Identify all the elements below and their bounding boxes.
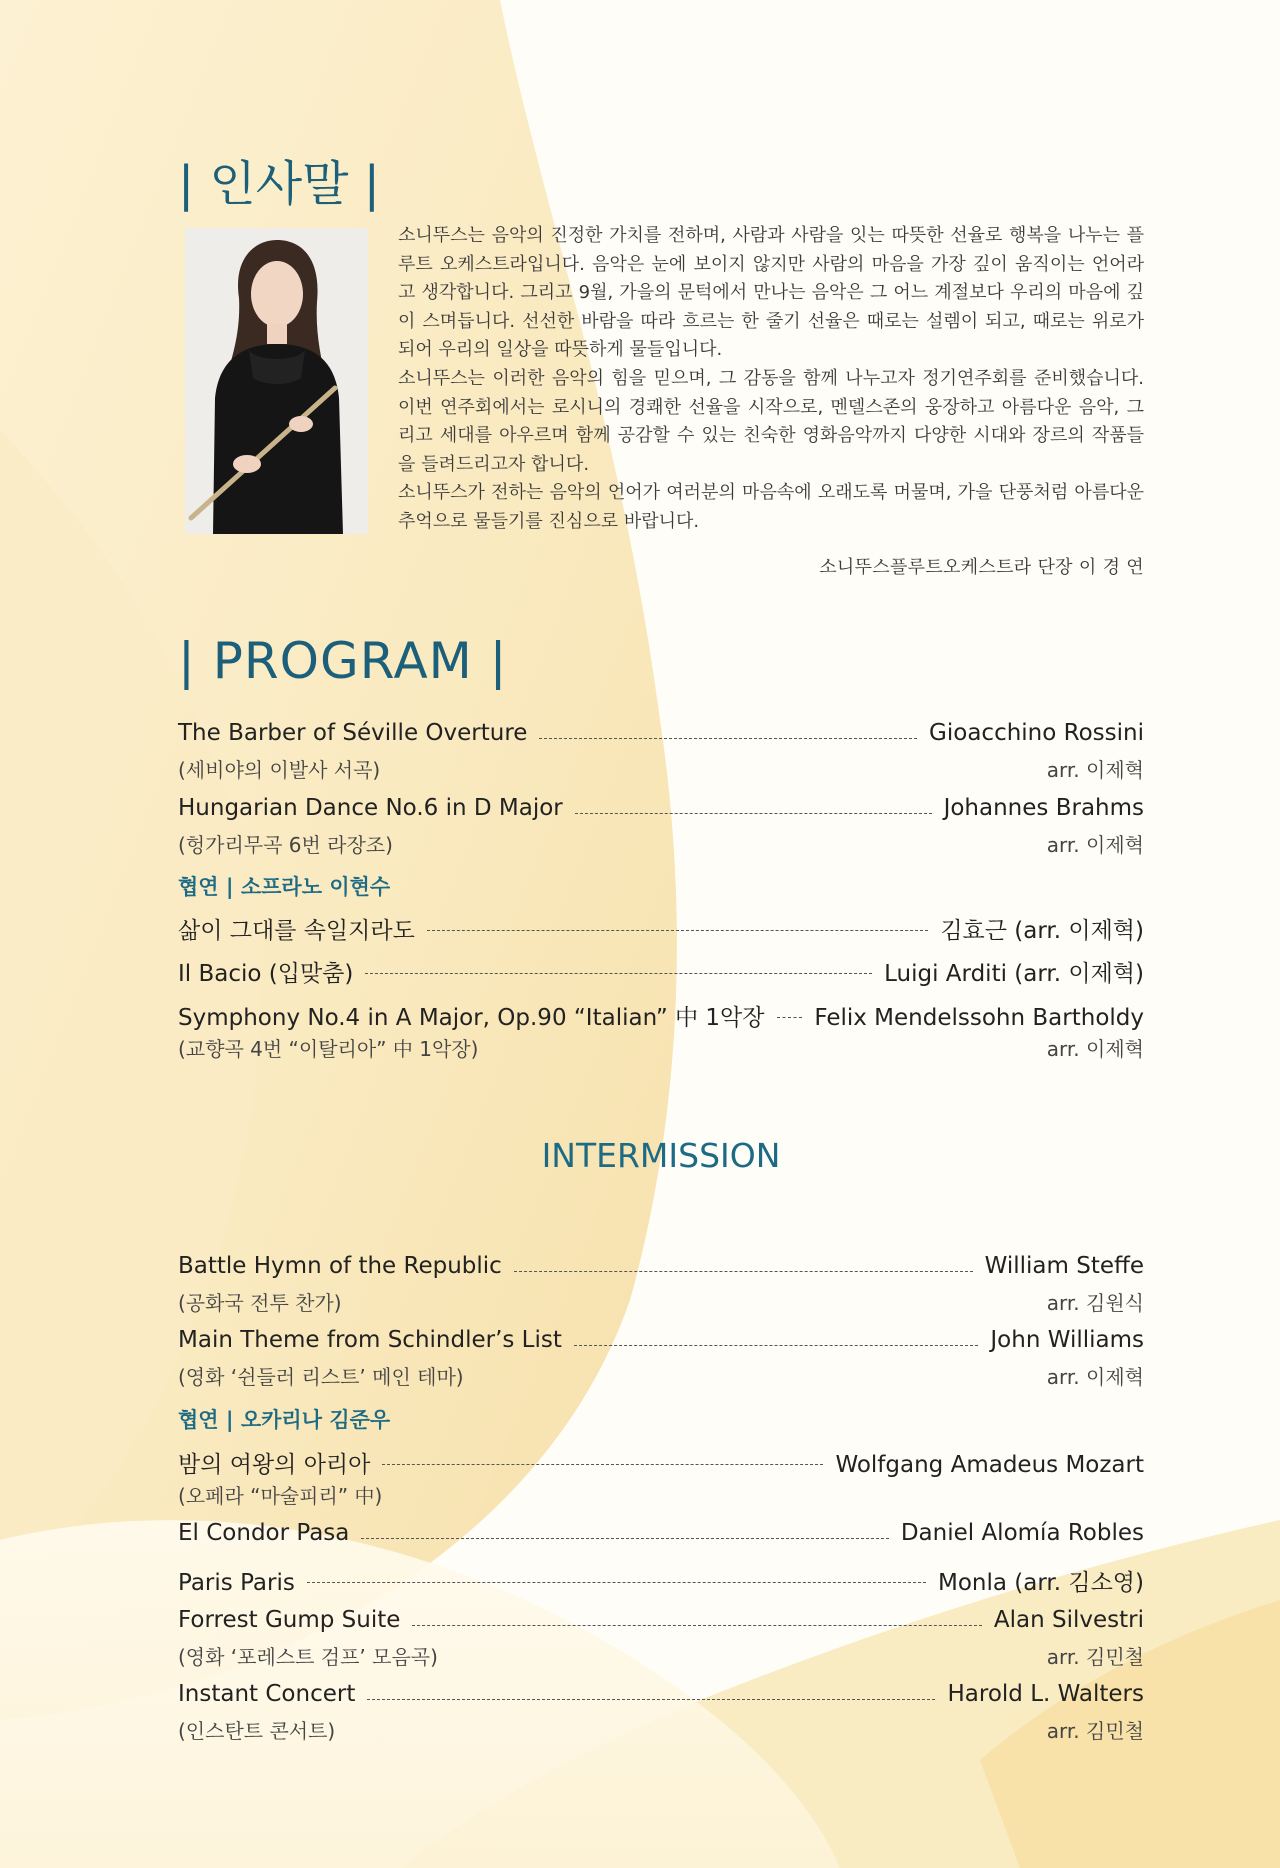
- composer: Monla (arr. 김소영): [937, 1570, 1144, 1596]
- piece-subtitle: (교향곡 4번 “이탈리아” 中 1악장): [178, 1037, 479, 1061]
- arranger: arr. 김원식: [1046, 1291, 1144, 1315]
- piece-title: Paris Paris: [178, 1570, 295, 1596]
- greeting-paragraph: 소니뚜스는 이러한 음악의 힘을 믿으며, 그 감동을 함께 나누고자 정기연주회를 준비했습니다. 이번 연주회에서는 로시니의 경쾌한 선율을 시작으로, 멘델스존의 웅장하고 아름다운 음악, 그리고 세대를 아우르며 함께 공감할 수 있는 친숙한 영화음악까지 다양한 시대와 장르의 작품들을 들려드리고자 합니다.: [398, 367, 1144, 475]
- guest-performer: 협연 | 오카리나 김준우: [178, 1408, 391, 1432]
- program-item: [178, 795, 1144, 827]
- program-item: [178, 955, 1144, 987]
- dotted-leader: [382, 1464, 823, 1465]
- dotted-leader: [307, 1582, 926, 1583]
- greeting-paragraph: 소니뚜스는 음악의 진정한 가치를 전하며, 사람과 사람을 잇는 따뜻한 선율로 행복을 나누는 플루트 오케스트라입니다. 음악은 눈에 보이지 않지만 사람의 마음을 가장 깊이 움직이는 언어라고 생각합니다. 그리고 9월, 가을의 문턱에서 만나는 음악은 그 어느 계절보다 우리의 마음에 깊이 스며듭니다. 선선한 바람을 따라 흐르는 한 줄기 선율은 때로는 설렘이 되고, 때로는 위로가 되어 우리의 일상을 따뜻하게 물들입니다.: [398, 225, 1144, 361]
- composer: Johannes Brahms: [943, 795, 1144, 821]
- piece-subtitle: (인스탄트 콘서트): [178, 1719, 336, 1743]
- composer: 김효근 (arr. 이제혁): [940, 918, 1144, 944]
- piece-subtitle: (영화 ‘쉰들러 리스트’ 메인 테마): [178, 1365, 464, 1389]
- dotted-leader: [367, 1699, 935, 1700]
- piece-title: El Condor Pasa: [178, 1520, 350, 1546]
- arranger: arr. 이제혁: [1046, 1037, 1144, 1061]
- portrait-photo: [185, 228, 368, 534]
- program-item: [178, 1681, 1144, 1713]
- program-item: [178, 1564, 1144, 1596]
- composer: William Steffe: [984, 1253, 1144, 1279]
- piece-subtitle: (영화 ‘포레스트 검프’ 모음곡): [178, 1645, 438, 1669]
- program-title: | PROGRAM |: [178, 632, 508, 690]
- piece-subtitle: (세비야의 이발사 서곡): [178, 758, 381, 782]
- guest-performer: 협연 | 소프라노 이현수: [178, 875, 391, 899]
- composer: Felix Mendelssohn Bartholdy: [814, 1005, 1144, 1031]
- piece-subtitle: (공화국 전투 찬가): [178, 1291, 342, 1315]
- dotted-leader: [777, 1017, 803, 1018]
- signature: 소니뚜스플루트오케스트라 단장 이 경 연: [819, 557, 1144, 578]
- program-item: [178, 1607, 1144, 1639]
- composer: Luigi Arditi (arr. 이제혁): [884, 961, 1144, 987]
- piece-title: Symphony No.4 in A Major, Op.90 “Italian” 中 1악장: [178, 1005, 765, 1031]
- program-item: [178, 720, 1144, 752]
- program-item: [178, 999, 1144, 1031]
- piece-title: Main Theme from Schindler’s List: [178, 1327, 562, 1353]
- greeting-text: [398, 222, 1144, 537]
- piece-title: Battle Hymn of the Republic: [178, 1253, 502, 1279]
- composer: Daniel Alomía Robles: [900, 1520, 1144, 1546]
- composer: Harold L. Walters: [947, 1681, 1144, 1707]
- dotted-leader: [514, 1271, 973, 1272]
- composer: Gioacchino Rossini: [929, 720, 1144, 746]
- piece-subtitle: (오페라 “마술피리” 中): [178, 1484, 383, 1508]
- composer: John Williams: [990, 1327, 1144, 1353]
- arranger: arr. 이제혁: [1046, 833, 1144, 857]
- greeting-title: | 인사말 |: [178, 156, 380, 212]
- dotted-leader: [539, 738, 917, 739]
- greeting-paragraph: 소니뚜스가 전하는 음악의 언어가 여러분의 마음속에 오래도록 머물며, 가을 단풍처럼 아름다운 추억으로 물들기를 진심으로 바랍니다.: [398, 482, 1144, 532]
- portrait-illustration: [185, 228, 368, 534]
- piece-title: Forrest Gump Suite: [178, 1607, 401, 1633]
- piece-title: Instant Concert: [178, 1681, 356, 1707]
- arranger: arr. 이제혁: [1046, 1365, 1144, 1389]
- program-item: [178, 1253, 1144, 1285]
- dotted-leader: [361, 1538, 888, 1539]
- piece-title: Il Bacio (입맞춤): [178, 961, 354, 987]
- intermission-heading: INTERMISSION: [541, 1136, 781, 1175]
- composer: Wolfgang Amadeus Mozart: [835, 1452, 1144, 1478]
- piece-subtitle: (헝가리무곡 6번 라장조): [178, 833, 393, 857]
- program-item: [178, 1327, 1144, 1359]
- dotted-leader: [412, 1625, 981, 1626]
- composer: Alan Silvestri: [993, 1607, 1144, 1633]
- arranger: arr. 이제혁: [1046, 758, 1144, 782]
- arranger: arr. 김민철: [1046, 1645, 1144, 1669]
- program-item: [178, 1446, 1144, 1478]
- piece-title: 밤의 여왕의 아리아: [178, 1452, 371, 1478]
- program-item: [178, 912, 1144, 944]
- arranger: arr. 김민철: [1046, 1719, 1144, 1743]
- piece-title: 삶이 그대를 속일지라도: [178, 918, 415, 944]
- dotted-leader: [365, 973, 872, 974]
- dotted-leader: [427, 930, 929, 931]
- piece-title: Hungarian Dance No.6 in D Major: [178, 795, 563, 821]
- program-item: [178, 1520, 1144, 1552]
- dotted-leader: [575, 813, 932, 814]
- dotted-leader: [574, 1345, 978, 1346]
- piece-title: The Barber of Séville Overture: [178, 720, 528, 746]
